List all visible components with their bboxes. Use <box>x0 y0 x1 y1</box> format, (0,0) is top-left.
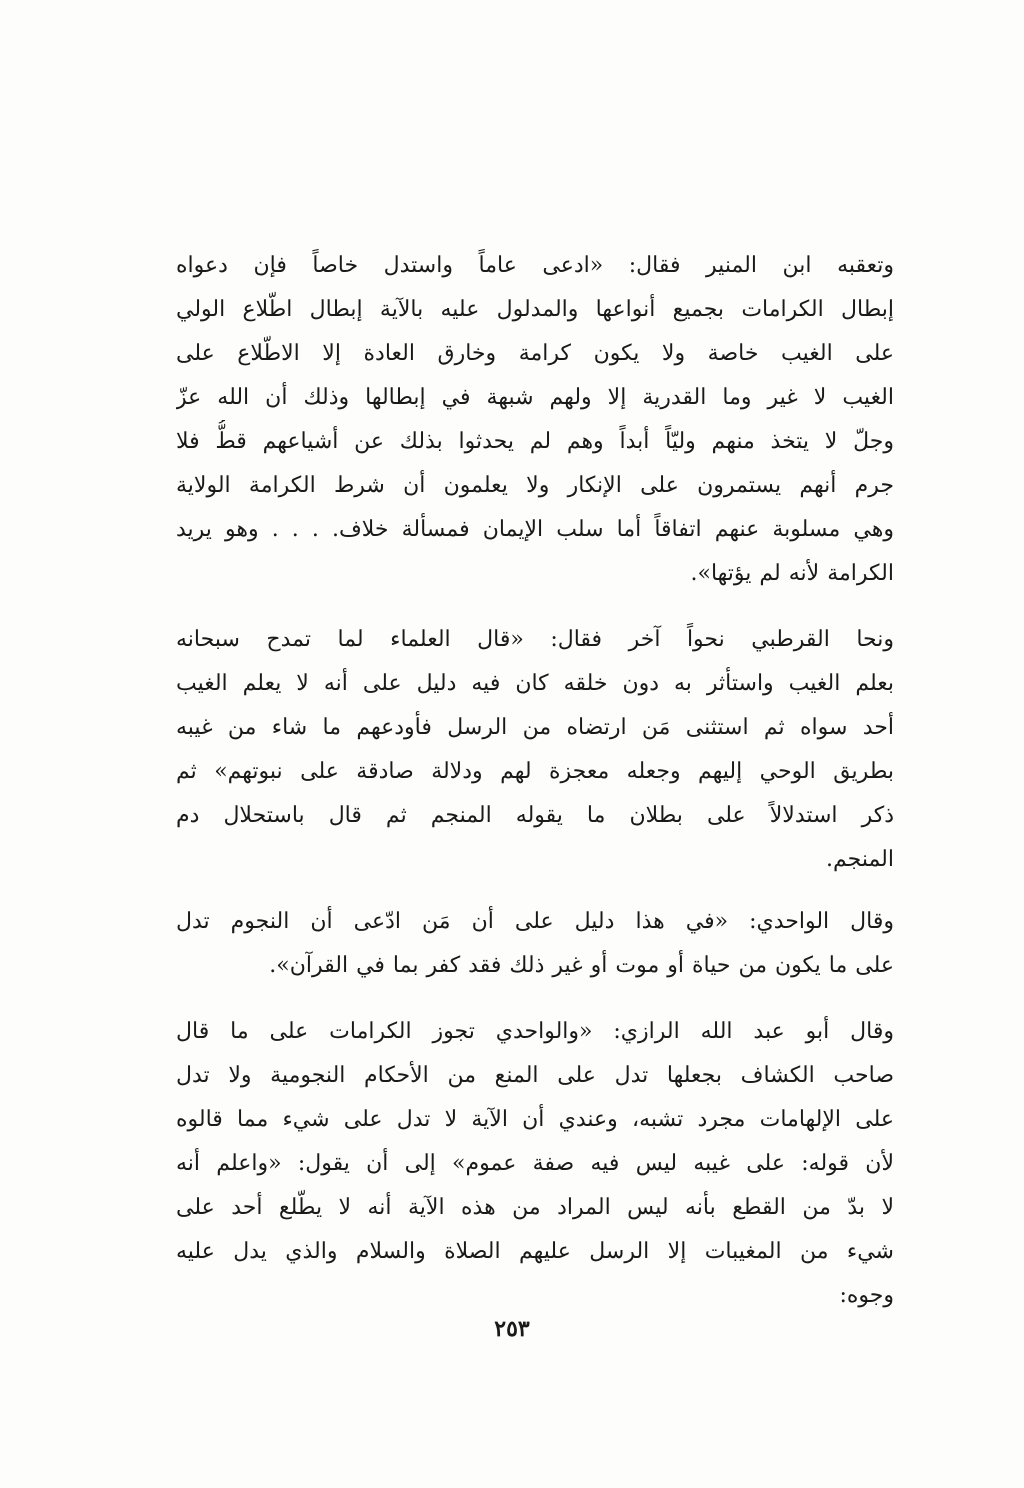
text-line: لأن قوله: على غيبه ليس فيه صفة عموم» إلى أن يقول: «واعلم أنه <box>176 1151 894 1176</box>
text-line: وتعقبه ابن المنير فقال: «ادعى عاماً واستدل خاصاً فإن دعواه <box>176 253 894 278</box>
page-number: ٢٥٣ <box>494 1316 530 1342</box>
text-line: بطريق الوحي إليهم وجعله معجزة لهم ودلالة صادقة على نبوتهم» ثم <box>176 759 894 784</box>
text-line: لا بدّ من القطع بأنه ليس المراد من هذه الآية أنه لا يطّلع أحد على <box>176 1195 894 1220</box>
text-line: الكرامة لأنه لم يؤتها». <box>690 561 894 586</box>
text-line: الغيب لا غير وما القدرية إلا ولهم شبهة في إبطالها وذلك أن الله عزّ <box>176 385 894 410</box>
text-line: جرم أنهم يستمرون على الإنكار ولا يعلمون أن شرط الكرامة الولاية <box>176 473 894 498</box>
text-line: وقال الواحدي: «في هذا دليل على أن مَن ادّعى أن النجوم تدل <box>176 909 894 934</box>
text-line: ذكر استدلالاً على بطلان ما يقوله المنجم ثم قال باستحلال دم <box>176 803 894 828</box>
text-line: وهي مسلوبة عنهم اتفاقاً أما سلب الإيمان فمسألة خلاف. . . . وهو يريد <box>176 517 894 542</box>
text-line: ونحا القرطبي نحواً آخر فقال: «قال العلماء لما تمدح سبحانه <box>176 627 894 652</box>
text-line: شيء من المغيبات إلا الرسل عليهم الصلاة والسلام والذي يدل عليه <box>176 1239 894 1264</box>
text-line: وجوه: <box>839 1283 894 1308</box>
text-line: بعلم الغيب واستأثر به دون خلقه كان فيه دليل على أنه لا يعلم الغيب <box>176 671 894 696</box>
text-line: وجلّ لا يتخذ منهم وليّاً أبداً وهم لم يحدثوا بذلك عن أشياعهم قطُّ فلا <box>176 429 894 454</box>
text-line: صاحب الكشاف بجعلها تدل على المنع من الأحكام النجومية ولا تدل <box>176 1063 894 1088</box>
text-line: على الإلهامات مجرد تشبه، وعندي أن الآية لا تدل على شيء مما قالوه <box>176 1107 894 1132</box>
paragraph-razi <box>176 1010 894 1318</box>
text-line: وقال أبو عبد الله الرازي: «والواحدي تجوز الكرامات على ما قال <box>176 1019 894 1044</box>
paragraph-wahidi <box>176 900 894 988</box>
text-line: أحد سواه ثم استثنى مَن ارتضاه من الرسل فأودعهم ما شاء من غيبه <box>176 715 894 740</box>
text-line: إبطال الكرامات بجميع أنواعها والمدلول عليه بالآية إبطال اطّلاع الولي <box>176 297 894 322</box>
text-line: المنجم. <box>825 847 894 872</box>
paragraph-ibn-almunir <box>176 244 894 596</box>
paragraph-qurtubi <box>176 618 894 882</box>
text-line: على ما يكون من حياة أو موت أو غير ذلك فقد كفر بما في القرآن». <box>269 953 894 978</box>
body-text <box>176 232 894 1318</box>
text-line: على الغيب خاصة ولا يكون كرامة وخارق العادة إلا الاطّلاع على <box>176 341 894 366</box>
